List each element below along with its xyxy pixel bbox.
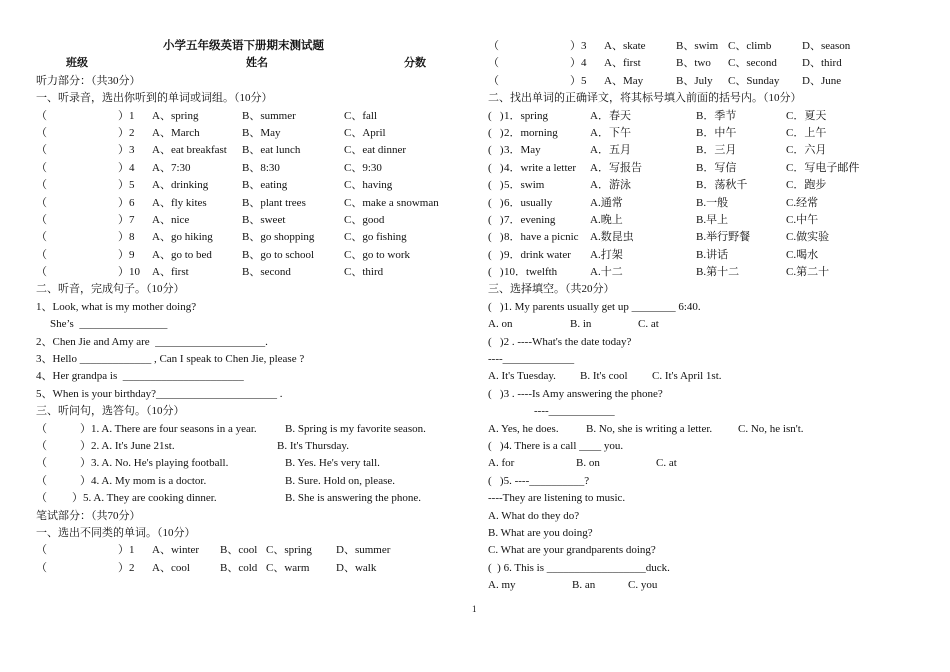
w3-q5-option-a-part-1: A. What do they do? <box>488 509 580 522</box>
s2-sentence-line <box>36 351 446 368</box>
w2-question-row <box>488 212 908 229</box>
s1-question-row-part-2: ）5 <box>118 179 135 192</box>
s2-sentence-line <box>36 334 446 351</box>
w1-question-row <box>488 73 908 90</box>
w2-question-row-part-2: 6．usually <box>504 196 553 209</box>
s1-question-row-part-3: A、go hiking <box>152 231 213 244</box>
w2-question-row-part-5: C.中午 <box>786 213 819 226</box>
w2-question-row-part-1: ( ) <box>488 248 504 261</box>
w3-q3-answer-part-1: ----____________ <box>534 405 615 418</box>
w3-q5-option-b <box>488 525 908 542</box>
s1-question-row-part-1: （ <box>36 161 47 174</box>
s2-sentence-line-part-1: 2、Chen Jie and Amy are ____________________. <box>36 335 268 348</box>
s1-question-row-part-1: （ <box>36 109 47 122</box>
w1-question-row-part-2: ）2 <box>118 561 135 574</box>
s1-question-row <box>36 229 446 246</box>
w3-q5 <box>488 473 908 490</box>
w2-question-row-part-2: 1．spring <box>504 109 548 122</box>
w2-heading-part-1: 二、找出单词的正确译文，将其标号填入前面的括号内。（10分） <box>488 92 802 105</box>
w3-q5-answer <box>488 490 908 507</box>
s1-question-row <box>36 212 446 229</box>
w2-question-row-part-5: C.做实验 <box>786 231 830 244</box>
s1-question-row-part-2: ）8 <box>118 231 135 244</box>
s1-question-row-part-3: A、March <box>152 126 200 139</box>
w3-q4-options-part-1: A. for <box>488 457 515 470</box>
s3-question-row <box>36 421 446 438</box>
w1-question-row-part-1: （ <box>488 74 499 87</box>
w2-question-row-part-4: B.第十二 <box>696 266 740 279</box>
w1-question-row-part-4: B、swim <box>676 40 719 52</box>
w2-question-row-part-4: B．季节 <box>696 109 737 122</box>
s2-heading <box>36 281 446 298</box>
w1-question-row-part-2: ）4 <box>570 57 587 70</box>
w2-question-row-part-5: C．夏天 <box>786 109 827 122</box>
s1-heading-part-1: 一、听录音，选出你听到的单词或词组。（10分） <box>36 92 273 105</box>
w2-question-row-part-3: A．春天 <box>590 109 631 122</box>
s1-question-row-part-3: A、go to bed <box>152 248 212 261</box>
s1-question-row-part-5: C、make a snowman <box>344 196 439 209</box>
w3-q3 <box>488 386 908 403</box>
s1-question-row-part-4: B、8:30 <box>242 161 280 174</box>
w1-question-row <box>36 560 446 577</box>
s1-question-row-part-4: B、plant trees <box>242 196 306 209</box>
w3-q3-options <box>488 421 908 438</box>
w1-question-row-part-3: A、winter <box>152 544 200 557</box>
w2-question-row-part-4: B．中午 <box>696 126 737 139</box>
w2-question-row-part-2: 3．May <box>504 144 541 157</box>
s2-sentence-line-part-1: 1、Look, what is my mother doing? <box>36 300 197 313</box>
w2-question-row-part-3: A.十二 <box>590 266 623 279</box>
w1-heading <box>36 525 446 542</box>
s1-question-row-part-4: B、go to school <box>242 248 315 261</box>
s1-question-row-part-5: C、eat dinner <box>344 144 407 157</box>
w2-question-row-part-1: ( ) <box>488 126 504 139</box>
s2-heading-part-1: 二、听音，完成句子。（10分） <box>36 283 185 296</box>
w2-question-row-part-1: ( ) <box>488 213 504 226</box>
s1-question-row-part-4: B、eat lunch <box>242 144 301 157</box>
s3-question-row-part-3: B. Yes. He's very tall. <box>285 457 380 470</box>
s3-question-row-part-2: ）4. A. My mom is a doctor. <box>80 474 207 487</box>
w2-question-row-part-4: B.讲话 <box>696 248 729 261</box>
s1-question-row <box>36 160 446 177</box>
s1-question-row <box>36 125 446 142</box>
s1-question-row-part-5: C、go to work <box>344 248 410 261</box>
s1-question-row-part-5: C、third <box>344 266 384 279</box>
w3-q3-answer <box>488 403 908 420</box>
s1-question-row-part-1: （ <box>36 248 47 261</box>
s1-question-row-part-5: C、April <box>344 126 386 139</box>
w3-q5-option-c <box>488 542 908 559</box>
s1-question-row-part-3: A、7:30 <box>152 161 191 174</box>
s3-question-row-part-1: （ <box>36 474 47 487</box>
paper-title-part-1: 小学五年级英语下册期末测试题 <box>163 40 324 52</box>
w1-question-row-part-4: B、cool <box>220 544 258 557</box>
w3-q2 <box>488 334 908 351</box>
w3-q3-options-part-3: C. No, he isn't. <box>738 422 804 435</box>
w3-q4-part-1: ( )4. There is a call ____ you. <box>488 439 624 452</box>
w1-question-row-part-1: （ <box>36 561 47 574</box>
w2-question-row <box>488 108 908 125</box>
s2-sentence-line-part-1: 4、Her grandpa is ______________________ <box>36 370 244 383</box>
w2-question-row-part-3: A.晚上 <box>590 213 623 226</box>
w2-question-row-part-5: C．跑步 <box>786 179 827 192</box>
w3-q2-options <box>488 368 908 385</box>
s1-question-row-part-3: A、nice <box>152 213 190 226</box>
left-column <box>36 38 446 577</box>
w2-question-row-part-1: ( ) <box>488 179 504 192</box>
w2-heading <box>488 90 908 107</box>
w2-question-row <box>488 195 908 212</box>
s3-heading-part-1: 三、听问句，选答句。（10分） <box>36 405 185 418</box>
w2-question-row-part-5: C．写电子邮件 <box>786 161 860 174</box>
w1-question-row-part-6: D、season <box>802 40 851 52</box>
s1-question-row-part-4: B、eating <box>242 179 288 192</box>
w2-question-row-part-3: A.通常 <box>590 196 623 209</box>
w2-question-row-part-4: B．写信 <box>696 161 737 174</box>
s1-question-row-part-5: C、go fishing <box>344 231 407 244</box>
w1-question-row-part-3: A、May <box>604 74 644 87</box>
s1-question-row-part-2: ）2 <box>118 126 135 139</box>
w3-q5-option-a <box>488 508 908 525</box>
s1-question-row-part-3: A、first <box>152 266 189 279</box>
s2-sentence-line <box>36 368 446 385</box>
s3-question-row-part-3: B. She is answering the phone. <box>285 492 421 505</box>
s1-question-row-part-1: （ <box>36 126 47 139</box>
s3-question-row-part-3: B. It's Thursday. <box>277 439 349 452</box>
w1-question-row-part-5: C、warm <box>266 561 310 574</box>
w2-question-row-part-4: B.早上 <box>696 213 729 226</box>
s1-question-row-part-4: B、sweet <box>242 213 286 226</box>
w3-q2-answer-part-1: ----_____________ <box>488 353 575 366</box>
s1-question-row-part-2: ）4 <box>118 161 135 174</box>
w1-question-row-part-3: A、cool <box>152 561 190 574</box>
s1-question-row-part-2: ）6 <box>118 196 135 209</box>
w2-question-row-part-1: ( ) <box>488 144 504 157</box>
s1-question-row <box>36 264 446 281</box>
w3-q6-options-part-3: C. you <box>628 579 658 592</box>
w1-question-row-part-4: B、cold <box>220 561 258 574</box>
w1-question-row-part-6: D、walk <box>336 561 377 574</box>
w1-question-row <box>488 55 908 72</box>
s1-question-row-part-4: B、May <box>242 126 281 139</box>
w2-question-row <box>488 177 908 194</box>
w2-question-row-part-1: ( ) <box>488 161 504 174</box>
w3-q2-answer <box>488 351 908 368</box>
s1-question-row-part-5: C、fall <box>344 109 377 122</box>
w1-question-row-part-1: （ <box>488 40 499 52</box>
s3-question-row-part-1: （ <box>36 492 47 505</box>
student-info-header <box>36 55 446 72</box>
student-info-header-part-1: 班级 <box>66 57 88 70</box>
w2-question-row-part-3: A．游泳 <box>590 179 631 192</box>
s1-question-row-part-2: ）9 <box>118 248 135 261</box>
w3-q5-part-1: ( )5. ----__________? <box>488 474 590 487</box>
w2-question-row-part-4: B.一般 <box>696 196 729 209</box>
w3-q4-options <box>488 455 908 472</box>
s2-sentence-line <box>36 316 446 333</box>
right-column <box>488 38 908 595</box>
s1-question-row-part-2: ）3 <box>118 144 135 157</box>
written-part-heading-part-1: 笔试部分：（共70分） <box>36 509 141 522</box>
s1-question-row-part-1: （ <box>36 213 47 226</box>
w2-question-row-part-4: B．三月 <box>696 144 737 157</box>
w2-question-row-part-4: B．荡秋千 <box>696 179 748 192</box>
s1-question-row-part-3: A、drinking <box>152 179 209 192</box>
s1-question-row-part-5: C、having <box>344 179 393 192</box>
w1-question-row-part-6: D、third <box>802 57 842 70</box>
w3-q3-options-part-2: B. No, she is writing a letter. <box>586 422 713 435</box>
w3-q5-option-c-part-1: C. What are your grandparents doing? <box>488 544 656 557</box>
w1-question-row-part-1: （ <box>488 57 499 70</box>
s3-question-row-part-2: ）1. A. There are four seasons in a year. <box>80 422 257 435</box>
w3-q6 <box>488 560 908 577</box>
s3-heading <box>36 403 446 420</box>
s3-question-row-part-2: ）2. A. It's June 21st. <box>80 439 175 452</box>
s1-question-row-part-2: ）7 <box>118 213 135 226</box>
w2-question-row-part-3: A．下午 <box>590 126 631 139</box>
w1-question-row-part-3: A、first <box>604 57 641 70</box>
s1-question-row-part-5: C、good <box>344 213 385 226</box>
w3-q3-options-part-1: A. Yes, he does. <box>488 422 559 435</box>
w1-question-row-part-2: ）3 <box>570 40 587 52</box>
w1-question-row <box>36 542 446 559</box>
s1-question-row <box>36 177 446 194</box>
s1-question-row-part-1: （ <box>36 231 47 244</box>
s3-question-row-part-2: ）3. A. No. He's playing football. <box>80 457 229 470</box>
w2-question-row-part-2: 9．drink water <box>504 248 571 261</box>
s1-question-row-part-3: A、spring <box>152 109 199 122</box>
w2-question-row <box>488 125 908 142</box>
w2-question-row <box>488 264 908 281</box>
w3-q2-options-part-3: C. It's April 1st. <box>652 370 722 383</box>
s1-question-row-part-2: ）10 <box>118 266 140 279</box>
w2-question-row-part-1: ( ) <box>488 109 504 122</box>
s1-question-row <box>36 142 446 159</box>
s3-question-row <box>36 490 446 507</box>
w2-question-row-part-3: A．写报告 <box>590 161 642 174</box>
w3-q2-options-part-2: B. It's cool <box>580 370 628 383</box>
w2-question-row <box>488 142 908 159</box>
s3-question-row <box>36 455 446 472</box>
w1-question-row-part-3: A、skate <box>604 40 646 52</box>
s1-question-row-part-4: B、summer <box>242 109 296 122</box>
s2-sentence-line-part-1: 5、When is your birthday?______________________ . <box>36 387 283 400</box>
w2-question-row-part-2: 5．swim <box>504 179 545 192</box>
student-info-header-part-2: 姓名 <box>246 57 268 70</box>
w3-heading <box>488 281 908 298</box>
w2-question-row-part-4: B.举行野餐 <box>696 231 751 244</box>
w3-q1-part-1: ( )1. My parents usually get up ________ 6:40. <box>488 300 701 313</box>
w3-q1 <box>488 299 908 316</box>
w1-question-row-part-2: ）5 <box>570 74 587 87</box>
w3-q1-options-part-3: C. at <box>638 318 659 331</box>
w3-q4-options-part-3: C. at <box>656 457 677 470</box>
w1-question-row-part-4: B、July <box>676 74 713 87</box>
w2-question-row <box>488 229 908 246</box>
s3-question-row-part-1: （ <box>36 439 47 452</box>
w1-heading-part-1: 一、选出不同类的单词。（10分） <box>36 526 196 539</box>
student-info-header-part-3: 分数 <box>404 57 426 70</box>
w3-q6-options-part-2: B. an <box>572 579 596 592</box>
w3-q6-part-1: ( ) 6. This is __________________duck. <box>488 561 670 574</box>
w2-question-row-part-5: C.第二十 <box>786 266 830 279</box>
w2-question-row <box>488 247 908 264</box>
s1-question-row <box>36 108 446 125</box>
s1-question-row-part-1: （ <box>36 266 47 279</box>
w1-question-row-part-5: C、climb <box>728 40 772 52</box>
s2-sentence-line <box>36 299 446 316</box>
w2-question-row-part-2: 2．morning <box>504 126 558 139</box>
w2-question-row-part-1: ( ) <box>488 266 504 279</box>
s1-question-row <box>36 247 446 264</box>
w2-question-row <box>488 160 908 177</box>
s3-question-row-part-2: ）5. A. They are cooking dinner. <box>72 492 217 505</box>
s3-question-row-part-1: （ <box>36 457 47 470</box>
w3-q4 <box>488 438 908 455</box>
s1-question-row-part-5: C、9:30 <box>344 161 382 174</box>
w2-question-row-part-5: C.喝水 <box>786 248 819 261</box>
w1-question-row-part-5: C、Sunday <box>728 74 780 87</box>
s1-question-row-part-1: （ <box>36 179 47 192</box>
w3-q5-answer-part-1: ----They are listening to music. <box>488 492 626 505</box>
w1-question-row-part-5: C、second <box>728 57 777 70</box>
s3-question-row-part-3: B. Sure. Hold on, please. <box>285 474 395 487</box>
w2-question-row-part-2: 7．evening <box>504 213 556 226</box>
s2-sentence-line <box>36 386 446 403</box>
s1-question-row-part-2: ）1 <box>118 109 135 122</box>
w3-q6-options <box>488 577 908 594</box>
w1-question-row <box>488 38 908 55</box>
listening-part-heading-part-1: 听力部分：（共30分） <box>36 74 141 87</box>
w3-heading-part-1: 三、选择填空。（共20分） <box>488 283 615 296</box>
w1-question-row-part-6: D、June <box>802 74 842 87</box>
w2-question-row-part-2: 8．have a picnic <box>504 231 579 244</box>
w1-question-row-part-1: （ <box>36 544 47 557</box>
w1-question-row-part-6: D、summer <box>336 544 391 557</box>
w3-q1-options-part-2: B. in <box>570 318 592 331</box>
w3-q5-option-b-part-1: B. What are you doing? <box>488 526 593 539</box>
w3-q1-options-part-1: A. on <box>488 318 513 331</box>
w2-question-row-part-3: A.打架 <box>590 248 623 261</box>
s2-sentence-line-part-1: She’s ________________ <box>50 318 168 331</box>
listening-part-heading <box>36 73 446 90</box>
s2-sentence-line-part-1: 3、Hello _____________ , Can I speak to Chen Jie, please ? <box>36 353 305 366</box>
s3-question-row <box>36 473 446 490</box>
w2-question-row-part-5: C．六月 <box>786 144 827 157</box>
w2-question-row-part-1: ( ) <box>488 231 504 244</box>
s1-question-row <box>36 195 446 212</box>
w2-question-row-part-2: 10．twelfth <box>504 266 558 279</box>
s3-question-row-part-1: （ <box>36 422 47 435</box>
s1-question-row-part-1: （ <box>36 144 47 157</box>
s3-question-row <box>36 438 446 455</box>
written-part-heading <box>36 508 446 525</box>
w2-question-row-part-2: 4．write a letter <box>504 161 577 174</box>
s1-heading <box>36 90 446 107</box>
s1-question-row-part-4: B、second <box>242 266 291 279</box>
page-number: 1 <box>472 604 477 614</box>
s1-question-row-part-1: （ <box>36 196 47 209</box>
w2-question-row-part-5: C．上午 <box>786 126 827 139</box>
w3-q3-part-1: ( )3 . ----Is Amy answering the phone? <box>488 387 663 400</box>
w3-q1-options <box>488 316 908 333</box>
s1-question-row-part-3: A、eat breakfast <box>152 144 227 157</box>
w2-question-row-part-5: C.经常 <box>786 196 819 209</box>
w2-question-row-part-3: A．五月 <box>590 144 631 157</box>
w2-question-row-part-3: A.数昆虫 <box>590 231 634 244</box>
w1-question-row-part-2: ）1 <box>118 544 135 557</box>
w3-q2-part-1: ( )2 . ----What's the date today? <box>488 335 632 348</box>
w2-question-row-part-1: ( ) <box>488 196 504 209</box>
w3-q6-options-part-1: A. my <box>488 579 516 592</box>
w1-question-row-part-4: B、two <box>676 57 711 70</box>
w3-q2-options-part-1: A. It's Tuesday. <box>488 370 556 383</box>
paper-title <box>36 38 446 55</box>
s1-question-row-part-3: A、fly kites <box>152 196 207 209</box>
w3-q4-options-part-2: B. on <box>576 457 600 470</box>
s3-question-row-part-3: B. Spring is my favorite season. <box>285 422 426 435</box>
s1-question-row-part-4: B、go shopping <box>242 231 315 244</box>
w1-question-row-part-5: C、spring <box>266 544 312 557</box>
